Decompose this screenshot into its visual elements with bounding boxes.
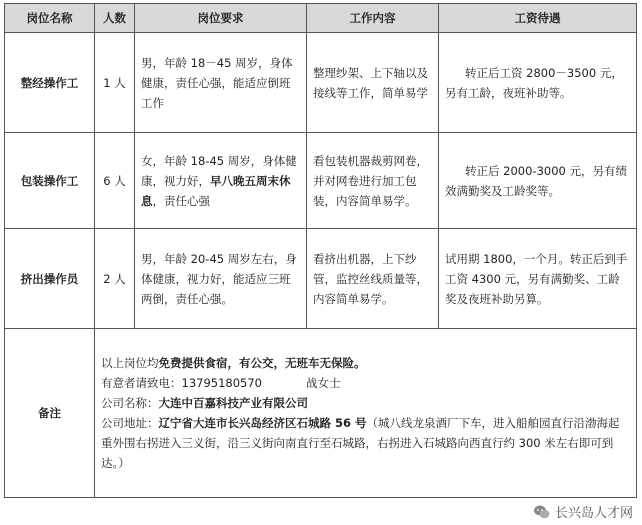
work-content: 看包装机器裁剪网卷，并对网卷进行加工包装，内容简单易学。 — [307, 133, 439, 229]
work-content-text: 整理纱架、上下轴以及接线等工作，简单易学 — [313, 65, 428, 100]
notes-line-contact — [101, 373, 630, 393]
header-count: 人数 — [95, 4, 135, 33]
address-directions: （城八线龙泉酒厂下车，进入船舶园直行沿渤海起重外围右拐进入三义街，沿三义街向南直行至石城路，右拐进入石城路向西直行约 300 米左右即可到达。） — [101, 416, 620, 470]
table-row — [5, 33, 637, 133]
headcount: 2 人 — [95, 229, 135, 329]
salary-line-1: 转正后工资 2800－3500 元， — [465, 65, 623, 80]
notes-label: 备注 — [5, 329, 95, 498]
requirements: 男，年龄 20-45 周岁左右，身体健康，视力好，能适应三班两倒，责任心强。 — [135, 229, 307, 329]
notes-content — [95, 329, 637, 498]
watermark-text: 长兴岛人才网 — [554, 506, 633, 521]
requirements-highlight: 早八晚五周末休息 — [141, 173, 291, 208]
header-work-content: 工作内容 — [307, 4, 439, 33]
table-row — [5, 133, 637, 229]
salary-line-2: 手工资 4300 元，另有满勤奖、工龄奖及夜班补助另算。 — [445, 251, 628, 306]
wechat-icon — [533, 503, 551, 521]
salary — [439, 33, 637, 133]
table-row — [5, 229, 637, 329]
salary — [439, 229, 637, 329]
company-name: 大连中百嘉科技产业有限公司 — [158, 396, 308, 410]
address-main: 辽宁省大连市长兴岛经济区石城路 56 号 — [158, 416, 367, 430]
notes-text: 以上岗位均 — [101, 356, 159, 370]
position-name: 包装操作工 — [5, 133, 95, 229]
header-position: 岗位名称 — [5, 4, 95, 33]
contact-person: 战女士 — [305, 376, 341, 390]
notes-line-address — [101, 413, 630, 473]
headcount: 6 人 — [95, 133, 135, 229]
job-table — [4, 3, 637, 498]
notes-row — [5, 329, 637, 498]
headcount: 1 人 — [95, 33, 135, 133]
contact-phone: 有意者请致电：13795180570 — [101, 376, 262, 390]
address-label: 公司地址： — [101, 416, 159, 430]
requirements-text-b: ，责任心强 — [152, 193, 210, 208]
watermark — [530, 502, 636, 521]
requirements — [135, 133, 307, 229]
company-label: 公司名称： — [101, 396, 159, 410]
requirements: 男，年龄 18－45 周岁，身体健康，责任心强，能适应倒班工作 — [135, 33, 307, 133]
notes-line-company — [101, 393, 630, 413]
salary — [439, 133, 637, 229]
work-content — [307, 33, 439, 133]
header-requirements: 岗位要求 — [135, 4, 307, 33]
work-content: 看挤出机器，上下纱管，监控丝线质量等，内容简单易学。 — [307, 229, 439, 329]
salary-line-2: 另有工龄，夜班补助等。 — [445, 85, 572, 100]
notes-line-benefits — [101, 353, 630, 373]
notes-benefits-highlight: 免费提供食宿，有公交，无班车无保险。 — [158, 356, 366, 370]
position-name: 挤出操作员 — [5, 229, 95, 329]
salary-line-1: 试用期 1800，一个月。转正后到 — [445, 251, 616, 266]
requirements-text-a: 女，年龄 18-45 周岁，身体健康，视力好， — [141, 153, 297, 188]
header-salary: 工资待遇 — [439, 4, 637, 33]
salary-line-2: 效满勤奖及工龄奖等。 — [445, 183, 560, 198]
position-name: 整经操作工 — [5, 33, 95, 133]
table-header-row — [5, 4, 637, 33]
salary-line-1: 转正后 2000-3000 元，另有绩 — [465, 163, 627, 178]
